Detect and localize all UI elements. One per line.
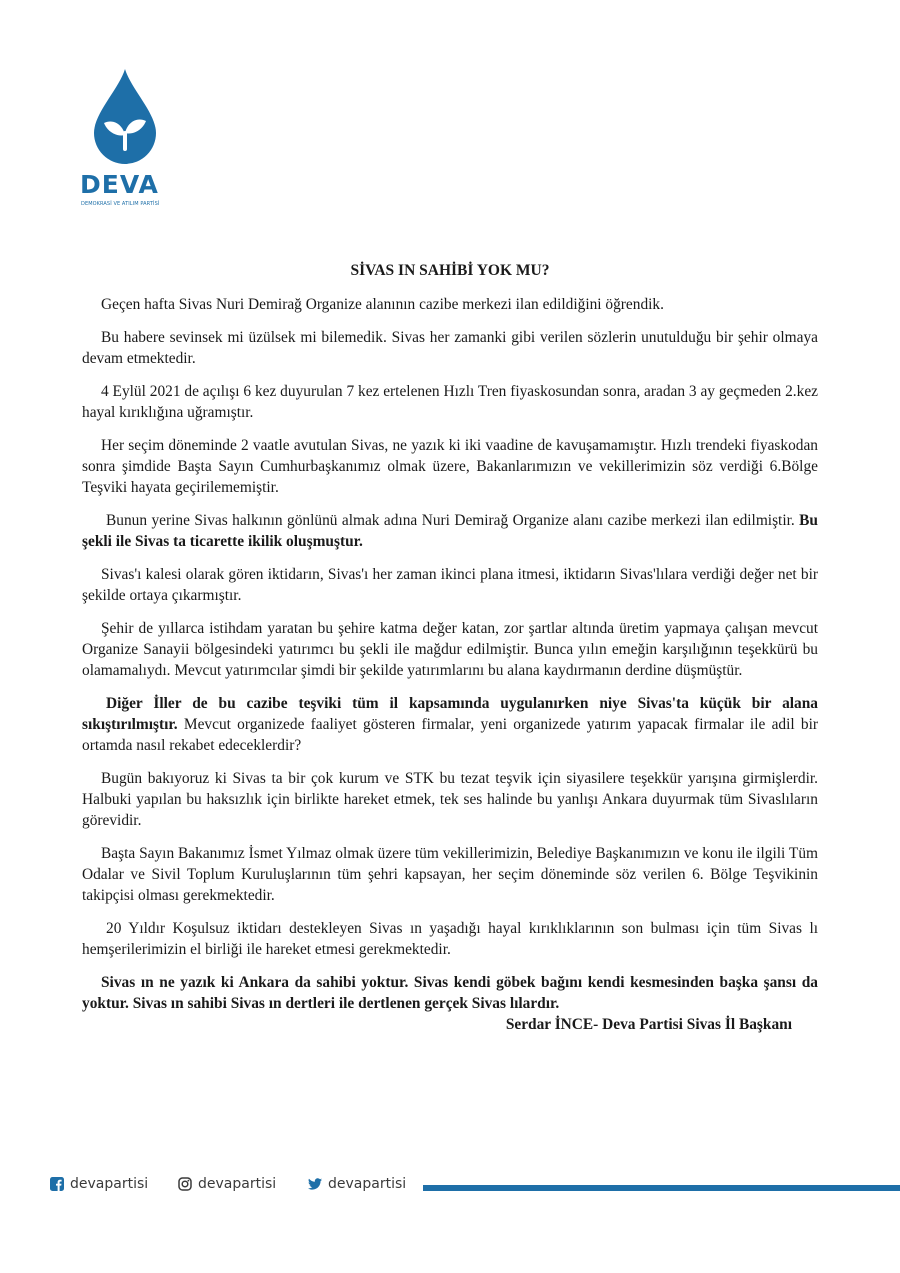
paragraph: Her seçim döneminde 2 vaatle avutulan Sivas, ne yazık ki iki vaadine de kavuşamamıştır. Hızlı trendeki fiyaskodan sonra şimdide Başta Sayın Cumhurbaşkanımız olmak üzere, Bakanlarımızın ve vekillerimizin söz verdiği 6.Bölge Teşviki hayata geçirilememiştir. [82,437,818,496]
facebook-link[interactable] [50,1176,148,1192]
document-title: SİVAS IN SAHİBİ YOK MU? [350,262,550,279]
bold-statement: Bu şekli ile Sivas ta ticarette ikilik oluşmuştur. [82,512,818,550]
paragraph: 20 Yıldır Koşulsuz iktidarı destekleyen Sivas ın yaşadığı hayal kırıklıklarının son bulması için tüm Sivas lı hemşerilerimizin el birliği ile hareket etmesi gerekmektedir. [82,920,818,958]
water-drop-leaf-icon [92,67,158,167]
instagram-icon [178,1177,192,1191]
bold-statement: Diğer İller de bu cazibe teşviki tüm il kapsamında uygulanırken niye Sivas'ta küçük bir alana sıkıştırılmıştır. [82,695,818,733]
logo-brand-text: DEVA [80,170,159,199]
deva-logo [70,62,180,212]
facebook-icon [50,1177,64,1191]
twitter-link[interactable] [308,1176,406,1192]
paragraph: 4 Eylül 2021 de açılışı 6 kez duyurulan 7 kez ertelenen Hızlı Tren fiyaskosundan sonra, aradan 3 ay geçmeden 2.kez hayal kırıklığına uğramıştır. [82,383,818,421]
logo-subtitle: DEMOKRASİ VE ATILIM PARTİSİ [81,201,160,207]
paragraph: Diğer İller de bu cazibe teşviki tüm il kapsamında uygulanırken niye Sivas'ta küçük bir alana sıkıştırılmıştır. Mevcut organizede faaliyet gösteren firmalar, yeni organizede yatırım yapacak firmalar ile adil bir ortamda nasıl rekabet edeceklerdir? [82,695,818,754]
footer [50,1176,900,1200]
instagram-link[interactable] [178,1176,276,1192]
paragraph: Başta Sayın Bakanımız İsmet Yılmaz olmak üzere tüm vekillerimizin, Belediye Başkanımızın ve konu ile ilgili Tüm Odalar ve Sivil Toplum Kuruluşlarının tüm şehri kapsayan, her seçim döneminde söz verilen 6. Bölge Teşvikinin takipçisi olması gerekmektedir. [82,845,818,904]
paragraph: Geçen hafta Sivas Nuri Demirağ Organize alanının cazibe merkezi ilan edildiğini öğrendik. [101,296,664,313]
instagram-handle: devapartisi [198,1176,277,1192]
paragraph: Bu habere sevinsek mi üzülsek mi bilemedik. Sivas her zamanki gibi verilen sözlerin unutulduğu bir şehir olmaya devam etmektedir. [82,329,818,367]
closing-statement: Sivas ın ne yazık ki Ankara da sahibi yoktur. Sivas kendi göbek bağını kendi kesmesinden başka şansı da yoktur. Sivas ın sahibi Sivas ın dertleri ile dertlenen gerçek Sivas lılardır. [82,974,818,1012]
closing-block [82,972,818,1035]
twitter-icon [308,1178,322,1190]
paragraph: Bunun yerine Sivas halkının gönlünü almak adına Nuri Demirağ Organize alanı cazibe merkezi ilan edilmiştir. Bu şekli ile Sivas ta ticarette ikilik oluşmuştur. [82,512,818,550]
twitter-handle: devapartisi [328,1176,407,1192]
facebook-handle: devapartisi [70,1176,149,1192]
paragraph: Bugün bakıyoruz ki Sivas ta bir çok kurum ve STK bu tezat teşvik için siyasilere teşekkür yarışına girmişlerdir. Halbuki yapılan bu haksızlık için birlikte hareket etmek, tek ses halinde bu yanlışı Ankara duyurmak tüm Sivaslıların görevidir. [82,770,818,829]
document-body [82,294,818,1035]
paragraph: Şehir de yıllarca istihdam yaratan bu şehire katma değer katan, zor şartlar altında üretim yapmaya çalışan mevcut Organize Sanayii bölgesindeki yatırımcı bu şekli ile mağdur edilmiştir. Bunca yılın emeğin karşılığının teşekkürü bu olamamalıydı. Mevcut yatırımcılar şimdi bir şekilde yatırımlarını bu alana kaydırmanın derdine düşmüştür. [82,620,818,679]
paragraph: Sivas'ı kalesi olarak gören iktidarın, Sivas'ı her zaman ikinci plana itmesi, iktidarın Sivas'lılara verdiği değer net bir şekilde ortaya çıkarmıştır. [82,566,818,604]
signature: Serdar İNCE- Deva Partisi Sivas İl Başkanı [505,1016,792,1033]
footer-accent-line [423,1185,900,1191]
